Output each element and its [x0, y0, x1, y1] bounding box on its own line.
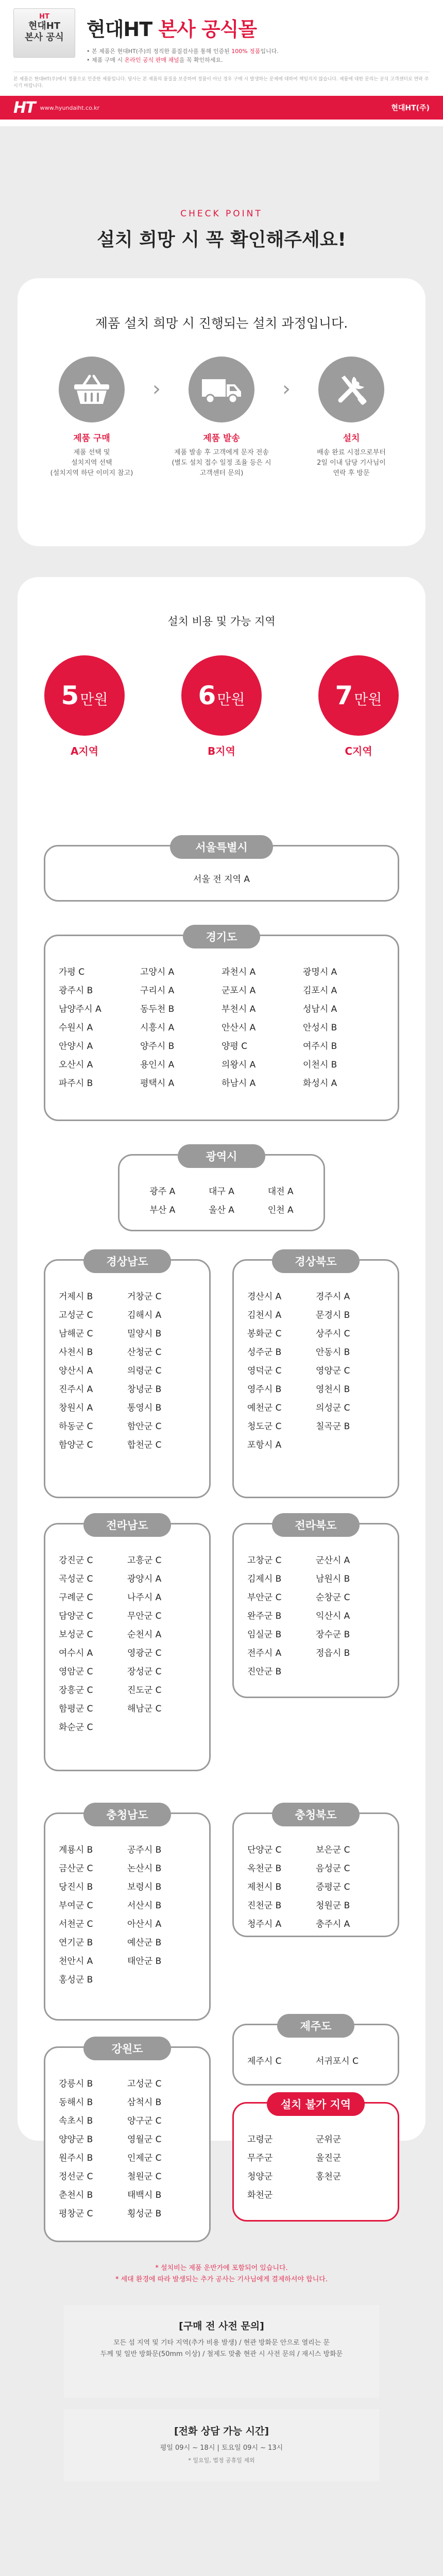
step-purchase — [40, 357, 143, 479]
region-item: 영광군 C — [127, 1648, 162, 1658]
region-item: 고창군 C — [247, 1555, 282, 1566]
region-unavailable — [232, 2098, 399, 2222]
brand-bar — [0, 96, 443, 120]
region-item: 홍천군 — [316, 2172, 342, 2182]
region-item: 증평군 C — [316, 1882, 350, 1892]
cost-a — [43, 655, 126, 758]
region-item: 홍성군 B — [59, 1975, 93, 1985]
region-item: 청원군 B — [316, 1901, 350, 1911]
region-item: 광명시 A — [303, 967, 337, 977]
region-item: 강진군 C — [59, 1555, 93, 1566]
region-item: 하동군 C — [59, 1421, 93, 1432]
region-title: 강원도 — [83, 2037, 171, 2060]
region-title: 전라북도 — [272, 1513, 360, 1537]
fine-print: 본 제품은 현대HT(주)에서 정품으로 인증한 제품입니다. 당사는 본 제품의 품질을 보증하며 정품이 아닌 경우 구매 시 발생하는 문제에 대하여 책임지지 않습니다. 제품에 대한 문의는 공식 고객센터로 연락 주시기 바랍니다. — [13, 72, 430, 90]
region-title: 전라남도 — [83, 1513, 171, 1537]
cost-c — [317, 655, 400, 758]
region-title: 제주도 — [277, 2014, 354, 2038]
region-item: 서울 전 지역 A — [193, 874, 250, 885]
region-item: 군산시 A — [316, 1555, 350, 1566]
region-item: 영양군 C — [316, 1366, 350, 1376]
step-shipping — [170, 357, 273, 479]
region-item: 통영시 B — [127, 1403, 162, 1413]
region-item: 구리시 A — [140, 986, 175, 996]
region-item: 해남군 C — [127, 1704, 162, 1714]
region-item: 제천시 B — [247, 1882, 282, 1892]
region-item: 인제군 C — [127, 2153, 162, 2163]
region-item: 양구군 C — [127, 2116, 162, 2126]
region-item: 태안군 B — [127, 1956, 162, 1967]
region-item: 오산시 A — [59, 1060, 93, 1070]
region-item: 가평 C — [59, 967, 85, 977]
region-title: 충청남도 — [83, 1803, 171, 1826]
step-label: 설치 — [343, 433, 360, 444]
region-item: 안동시 B — [316, 1347, 350, 1358]
region-jeonnam — [44, 1519, 211, 1771]
region-item: 나주시 A — [127, 1592, 162, 1603]
region-item: 영암군 C — [59, 1667, 93, 1677]
region-item: 문경시 B — [316, 1310, 350, 1320]
region-item: 군위군 — [316, 2134, 342, 2145]
checkpoint-label: CHECK POINT — [180, 209, 263, 219]
region-metro — [118, 1150, 325, 1231]
region-item: 군포시 A — [222, 986, 256, 996]
region-item: 김제시 B — [247, 1574, 282, 1584]
region-item: 철원군 C — [127, 2172, 162, 2182]
region-gangwon — [44, 2043, 211, 2242]
box-subtext: * 일요일, 법정 공휴일 제외 — [188, 2457, 255, 2464]
region-item: 영덕군 C — [247, 1366, 282, 1376]
region-title: 경상남도 — [83, 1249, 171, 1273]
region-item: 구례군 C — [59, 1592, 93, 1603]
region-item: 정선군 C — [59, 2172, 93, 2182]
cost-value: 7 — [335, 681, 353, 710]
region-item: 거제시 B — [59, 1292, 93, 1302]
region-item: 익산시 A — [316, 1611, 350, 1621]
region-title: 서울특별시 — [170, 835, 273, 859]
footnote: * 세대 환경에 따라 발생되는 추가 공사는 기사님에게 결제하셔야 합니다. — [115, 2276, 328, 2283]
region-item: 평창군 C — [59, 2209, 93, 2219]
checkpoint-heading — [0, 209, 443, 251]
ht-logo: HT — [13, 98, 35, 117]
region-item: 울진군 — [316, 2153, 342, 2163]
region-item: 임실군 B — [247, 1630, 282, 1640]
region-item: 남원시 B — [316, 1574, 350, 1584]
region-item: 춘천시 B — [59, 2190, 93, 2200]
step-label: 제품 발송 — [203, 433, 240, 444]
process-title: 제품 설치 희망 시 진행되는 설치 과정입니다. — [95, 316, 348, 331]
box-text: 평일 09시 ~ 18시 | 토요일 09시 ~ 13시 — [160, 2444, 283, 2452]
region-item: 함평군 C — [59, 1704, 93, 1714]
mall-title: 현대HT 본사 공식몰 — [87, 18, 257, 41]
purchase-inquiry-box — [64, 2305, 379, 2398]
region-item: 양양군 B — [59, 2134, 93, 2145]
region-item: 삼척시 B — [127, 2097, 162, 2108]
region-item: 부여군 C — [59, 1901, 93, 1911]
region-item: 합천군 C — [127, 1440, 162, 1450]
region-jeju — [232, 2020, 399, 2086]
region-item: 화천군 — [247, 2190, 273, 2200]
truck-icon — [189, 357, 254, 422]
region-item: 포항시 A — [247, 1440, 282, 1450]
cost-value: 6 — [198, 681, 216, 710]
cost-b — [180, 655, 263, 758]
region-item: 영월군 C — [127, 2134, 162, 2145]
region-item: 단양군 C — [247, 1845, 282, 1855]
region-item: 대구 A — [209, 1187, 234, 1197]
cost-unit: 만원 — [80, 691, 108, 708]
box-text: 모든 섬 지역 및 기타 지역(추가 비용 발생) / 현관 방화문 안으로 열리는 문 두께 및 일반 방화문(50mm 이상) / 철제도 맞춤 현관 시 사전 문의 / 재시스 방화문 — [100, 2339, 343, 2358]
region-item: 고령군 — [247, 2134, 273, 2145]
region-item: 고성군 C — [127, 2079, 162, 2089]
region-item: 양산시 A — [59, 1366, 93, 1376]
region-item: 거창군 C — [127, 1292, 162, 1302]
region-item: 진안군 B — [247, 1667, 282, 1677]
region-item: 의왕시 A — [222, 1060, 256, 1070]
region-item: 창녕군 B — [127, 1384, 162, 1395]
region-item: 칠곡군 B — [316, 1421, 350, 1432]
region-item: 화성시 A — [303, 1078, 337, 1089]
region-item: 보은군 C — [316, 1845, 350, 1855]
region-item: 제주시 C — [247, 2056, 282, 2066]
region-item: 광주시 B — [59, 986, 93, 996]
region-item: 서천군 C — [59, 1919, 93, 1929]
region-item: 당진시 B — [59, 1882, 93, 1892]
region-item: 광주 A — [149, 1187, 176, 1197]
cost-unit: 만원 — [217, 691, 245, 708]
region-item: 완주군 B — [247, 1611, 282, 1621]
region-item: 부산 A — [149, 1205, 176, 1215]
cost-area: C지역 — [345, 745, 372, 757]
region-item: 무안군 C — [127, 1611, 162, 1621]
region-item: 청양군 — [247, 2172, 273, 2182]
region-item: 양평 C — [222, 1041, 248, 1052]
region-item: 동해시 B — [59, 2097, 93, 2108]
brand-name: 현대HT(주) — [391, 104, 430, 112]
region-item: 남해군 C — [59, 1329, 93, 1339]
region-item: 공주시 B — [127, 1845, 162, 1855]
basket-icon — [59, 357, 125, 422]
region-item: 화순군 C — [59, 1722, 93, 1733]
region-item: 여주시 B — [303, 1041, 337, 1052]
site-url[interactable]: www.hyundaiht.co.kr — [40, 104, 100, 111]
box-title: [전화 상담 가능 시간] — [174, 2426, 269, 2437]
box-title: [구매 전 사전 문의] — [179, 2320, 264, 2332]
region-item: 여수시 A — [59, 1648, 93, 1658]
region-gyeongnam — [44, 1256, 211, 1498]
region-title: 경기도 — [183, 925, 260, 948]
region-item: 태백시 B — [127, 2190, 162, 2200]
region-item: 인천 A — [267, 1205, 294, 1215]
region-item: 진천군 B — [247, 1901, 282, 1911]
region-item: 밀양시 B — [127, 1329, 162, 1339]
install-process-panel — [18, 278, 425, 546]
step-install — [300, 357, 403, 479]
cost-value: 5 — [61, 681, 79, 710]
footnote: * 설치비는 제품 운반가에 포함되어 있습니다. — [155, 2264, 288, 2272]
region-item: 보령시 B — [127, 1882, 162, 1892]
region-item: 상주시 C — [316, 1329, 350, 1339]
region-title: 경상북도 — [272, 1249, 360, 1273]
region-item: 광양시 A — [127, 1574, 162, 1584]
region-item: 정읍시 B — [316, 1648, 350, 1658]
region-jeonbuk — [232, 1519, 399, 1698]
region-item: 남양주시 A — [59, 1004, 101, 1014]
region-item: 영주시 B — [247, 1384, 282, 1395]
cost-area: A지역 — [70, 745, 99, 757]
step-desc: 제품 발송 후 고객에게 문자 전송 (별도 설치 접수 일정 조율 등은 시 고객센터 문의) — [172, 449, 271, 477]
region-item: 청도군 C — [247, 1421, 282, 1432]
region-item: 부천시 A — [222, 1004, 256, 1014]
region-item: 논산시 B — [127, 1863, 162, 1874]
region-item: 수원시 A — [59, 1023, 93, 1033]
region-item: 대전 A — [267, 1187, 294, 1197]
region-item: 예천군 C — [247, 1403, 282, 1413]
region-item: 순창군 C — [316, 1592, 350, 1603]
region-item: 계룡시 B — [59, 1845, 93, 1855]
region-item: 창원시 A — [59, 1403, 93, 1413]
seal-text: 현대HT 본사 공식 — [25, 21, 64, 43]
top-banner — [0, 0, 443, 126]
region-item: 전주시 A — [247, 1648, 282, 1658]
region-item: 함안군 C — [127, 1421, 162, 1432]
region-gyeonggi — [44, 931, 399, 1121]
region-item: 고흥군 C — [127, 1555, 162, 1566]
region-item: 김해시 A — [127, 1310, 162, 1320]
region-gyeongbuk — [232, 1256, 399, 1498]
region-item: 사천시 B — [59, 1347, 93, 1358]
region-item: 김포시 A — [303, 986, 337, 996]
region-item: 고성군 C — [59, 1310, 93, 1320]
step-desc: 배송 완료 시점으로부터 2일 이내 담당 기사님이 연락 후 방문 — [317, 449, 386, 477]
region-item: 원주시 B — [59, 2153, 93, 2163]
official-seal — [13, 8, 75, 58]
region-item: 청주시 A — [247, 1919, 282, 1929]
region-item: 경주시 A — [316, 1292, 350, 1302]
step-label: 제품 구매 — [73, 433, 110, 444]
step-desc: 제품 선택 및 설치지역 선택 (설치지역 하단 이미지 참고) — [50, 449, 133, 477]
official-note: • 본 제품은 현대HT(주)의 정직한 품질검사를 통해 인증된 100% 정품입니다. • 제품 구매 시 온라인 공식 판매 채널을 꼭 확인하세요. — [87, 48, 279, 63]
region-item: 천안시 A — [59, 1956, 93, 1967]
checkpoint-title: 설치 희망 시 꼭 확인해주세요! — [97, 229, 346, 250]
region-item: 순천시 A — [127, 1630, 162, 1640]
region-item: 장수군 B — [316, 1630, 350, 1640]
region-item: 아산시 A — [127, 1919, 162, 1929]
region-item: 보성군 C — [59, 1630, 93, 1640]
region-item: 무주군 — [247, 2153, 273, 2163]
tools-icon — [318, 357, 384, 422]
phone-hours-box — [64, 2409, 379, 2481]
region-item: 안산시 A — [222, 1023, 256, 1033]
cost-title: 설치 비용 및 가능 지역 — [167, 615, 276, 628]
region-item: 안양시 A — [59, 1041, 93, 1052]
region-item: 예산군 B — [127, 1938, 162, 1948]
region-item: 하남시 A — [222, 1078, 256, 1089]
region-item: 부안군 C — [247, 1592, 282, 1603]
region-item: 횡성군 B — [127, 2209, 162, 2219]
region-item: 속초시 B — [59, 2116, 93, 2126]
chevron-right-icon: › — [152, 377, 161, 401]
region-item: 성남시 A — [303, 1004, 337, 1014]
region-item: 옥천군 B — [247, 1863, 282, 1874]
region-seoul — [44, 841, 399, 902]
region-item: 성주군 B — [247, 1347, 282, 1358]
region-item: 경산시 A — [247, 1292, 282, 1302]
region-item: 장흥군 C — [59, 1685, 93, 1696]
region-item: 진주시 A — [59, 1384, 93, 1395]
region-chungbuk — [232, 1809, 399, 1937]
region-item: 의령군 C — [127, 1366, 162, 1376]
region-item: 연기군 B — [59, 1938, 93, 1948]
region-item: 김천시 A — [247, 1310, 282, 1320]
region-item: 의성군 C — [316, 1403, 350, 1413]
region-item: 양주시 B — [140, 1041, 175, 1052]
region-item: 곡성군 C — [59, 1574, 93, 1584]
chevron-right-icon: › — [282, 377, 291, 401]
region-item: 함양군 C — [59, 1440, 93, 1450]
region-chungnam — [44, 1809, 211, 2021]
region-title: 설치 불가 지역 — [267, 2092, 365, 2116]
region-item: 울산 A — [209, 1205, 234, 1215]
region-item: 담양군 C — [59, 1611, 93, 1621]
region-item: 영천시 B — [316, 1384, 350, 1395]
region-item: 봉화군 C — [247, 1329, 282, 1339]
region-item: 장성군 C — [127, 1667, 162, 1677]
region-item: 과천시 A — [222, 967, 256, 977]
cost-unit: 만원 — [354, 691, 382, 708]
cost-area: B지역 — [208, 745, 235, 757]
region-title: 충청북도 — [272, 1803, 360, 1826]
region-item: 파주시 B — [59, 1078, 93, 1089]
region-item: 평택시 A — [140, 1078, 175, 1089]
install-cost-panel — [18, 577, 425, 2464]
region-item: 용인시 A — [140, 1060, 175, 1070]
region-item: 금산군 C — [59, 1863, 93, 1874]
region-item: 산청군 C — [127, 1347, 162, 1358]
region-item: 충주시 A — [316, 1919, 350, 1929]
region-item: 안성시 B — [303, 1023, 337, 1033]
footnotes — [18, 2263, 425, 2285]
region-item: 서산시 B — [127, 1901, 162, 1911]
region-item: 음성군 C — [316, 1863, 350, 1874]
region-item: 강릉시 B — [59, 2079, 93, 2089]
region-item: 시흥시 A — [140, 1023, 175, 1033]
region-item: 진도군 C — [127, 1685, 162, 1696]
region-item: 고양시 A — [140, 967, 175, 977]
region-item: 이천시 B — [303, 1060, 337, 1070]
seal-logo: HT — [39, 13, 49, 21]
region-item: 동두천 B — [140, 1004, 175, 1014]
region-title: 광역시 — [178, 1144, 265, 1168]
region-item: 서귀포시 C — [316, 2056, 359, 2066]
